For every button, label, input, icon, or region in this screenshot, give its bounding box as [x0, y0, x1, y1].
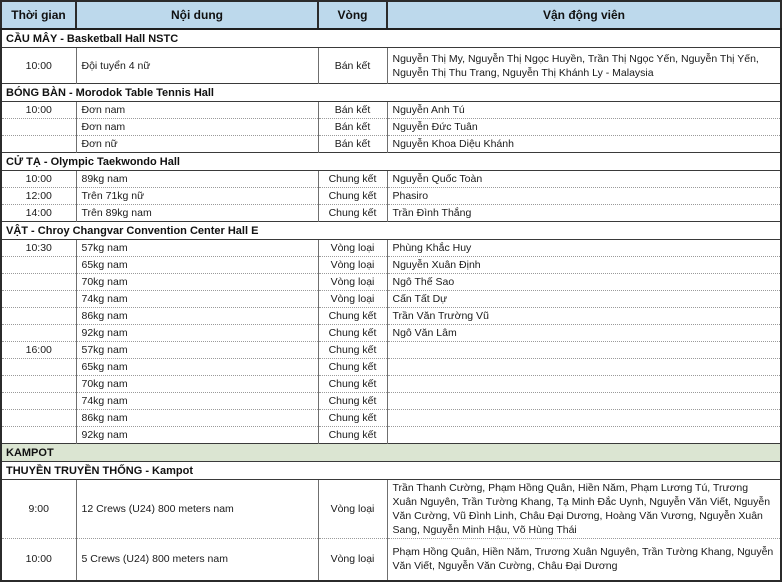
table-row — [1, 410, 781, 427]
sport-section-row — [1, 84, 781, 102]
time-cell: 10:00 — [1, 48, 76, 84]
table-row — [1, 342, 781, 359]
time-cell — [1, 257, 76, 274]
round-cell: Vòng loại — [318, 480, 387, 539]
table-row — [1, 480, 781, 539]
round-cell: Vòng loại — [318, 274, 387, 291]
sport-section-row — [1, 29, 781, 48]
round-cell: Chung kết — [318, 359, 387, 376]
time-cell — [1, 274, 76, 291]
event-cell: 57kg nam — [76, 240, 318, 257]
table-row — [1, 325, 781, 342]
time-cell: 12:00 — [1, 188, 76, 205]
sport-section-row — [1, 222, 781, 240]
round-cell: Chung kết — [318, 410, 387, 427]
time-cell: 10:00 — [1, 102, 76, 119]
event-cell: 70kg nam — [76, 274, 318, 291]
athletes-cell — [387, 359, 781, 376]
time-cell: 10:00 — [1, 539, 76, 581]
table-header — [1, 1, 781, 29]
time-cell: 9:00 — [1, 480, 76, 539]
section-title: CẦU MÂY - Basketball Hall NSTC — [1, 29, 781, 48]
round-cell: Chung kết — [318, 342, 387, 359]
event-cell: Trên 89kg nam — [76, 205, 318, 222]
athletes-cell — [387, 342, 781, 359]
athletes-cell: Phasiro — [387, 188, 781, 205]
time-cell — [1, 308, 76, 325]
sport-section-row — [1, 462, 781, 480]
event-cell: Đơn nam — [76, 119, 318, 136]
table-row — [1, 48, 781, 84]
athletes-cell: Phùng Khắc Huy — [387, 240, 781, 257]
athletes-cell: Phạm Hồng Quân, Hiền Năm, Trương Xuân Nguyên, Trần Tường Khang, Nguyễn Văn Viết, Nguyễn Văn Cường, Châu Đại Dương — [387, 539, 781, 581]
section-title: VẬT - Chroy Changvar Convention Center Hall E — [1, 222, 781, 240]
table-row — [1, 539, 781, 581]
time-cell — [1, 325, 76, 342]
round-cell: Bán kết — [318, 102, 387, 119]
table-row — [1, 188, 781, 205]
time-cell: 16:00 — [1, 342, 76, 359]
table-row — [1, 171, 781, 188]
round-cell: Chung kết — [318, 171, 387, 188]
round-cell: Chung kết — [318, 205, 387, 222]
round-cell: Vòng loại — [318, 257, 387, 274]
round-cell: Bán kết — [318, 119, 387, 136]
section-title: KAMPOT — [1, 444, 781, 462]
round-cell: Chung kết — [318, 188, 387, 205]
event-cell: 65kg nam — [76, 257, 318, 274]
event-cell: 92kg nam — [76, 325, 318, 342]
athletes-cell: Nguyễn Thị My, Nguyễn Thị Ngọc Huyền, Trần Thị Ngọc Yến, Nguyễn Thị Yến, Nguyễn Thị Thu Trang, Nguyễn Thị Khánh Ly - Malaysia — [387, 48, 781, 84]
event-cell: 92kg nam — [76, 427, 318, 444]
col-header-time: Thời gian — [1, 1, 76, 29]
event-cell: 70kg nam — [76, 376, 318, 393]
athletes-cell: Cấn Tất Dự — [387, 291, 781, 308]
athletes-cell: Trần Thanh Cường, Phạm Hồng Quân, Hiền Năm, Phạm Lương Tú, Trương Xuân Nguyên, Trần Tường Khang, Tạ Minh Đắc Uynh, Nguyễn Văn Viết, Nguyễn Văn Cường, Vũ Đình Linh, Châu Đại Dương, Hoàng Văn Vương, Nguyễn Xuân Sang, Nguyễn Minh Hậu, Võ Hùng Thái — [387, 480, 781, 539]
athletes-cell: Ngô Văn Lâm — [387, 325, 781, 342]
time-cell: 10:00 — [1, 171, 76, 188]
athletes-cell: Trần Văn Trường Vũ — [387, 308, 781, 325]
round-cell: Chung kết — [318, 427, 387, 444]
time-cell — [1, 119, 76, 136]
event-cell: 74kg nam — [76, 393, 318, 410]
athletes-cell — [387, 376, 781, 393]
table-row — [1, 308, 781, 325]
time-cell — [1, 136, 76, 153]
round-cell: Chung kết — [318, 376, 387, 393]
athletes-cell: Nguyễn Đức Tuân — [387, 119, 781, 136]
col-header-athletes: Vận động viên — [387, 1, 781, 29]
time-cell — [1, 410, 76, 427]
time-cell: 10:30 — [1, 240, 76, 257]
event-cell: Đơn nữ — [76, 136, 318, 153]
event-cell: 57kg nam — [76, 342, 318, 359]
round-cell: Chung kết — [318, 393, 387, 410]
athletes-cell: Nguyễn Anh Tú — [387, 102, 781, 119]
time-cell — [1, 393, 76, 410]
athletes-cell: Nguyễn Quốc Toàn — [387, 171, 781, 188]
event-cell: Đội tuyển 4 nữ — [76, 48, 318, 84]
athletes-cell — [387, 427, 781, 444]
section-title: CỬ TẠ - Olympic Taekwondo Hall — [1, 153, 781, 171]
section-title: THUYỀN TRUYỀN THỐNG - Kampot — [1, 462, 781, 480]
table-row — [1, 291, 781, 308]
table-row — [1, 205, 781, 222]
event-cell: 86kg nam — [76, 308, 318, 325]
table-row — [1, 257, 781, 274]
table-row — [1, 102, 781, 119]
round-cell: Vòng loại — [318, 539, 387, 581]
event-cell: 12 Crews (U24) 800 meters nam — [76, 480, 318, 539]
round-cell: Bán kết — [318, 136, 387, 153]
round-cell: Vòng loại — [318, 240, 387, 257]
time-cell — [1, 291, 76, 308]
round-cell: Chung kết — [318, 308, 387, 325]
time-cell — [1, 376, 76, 393]
sport-section-row — [1, 153, 781, 171]
event-cell: 5 Crews (U24) 800 meters nam — [76, 539, 318, 581]
table-row — [1, 274, 781, 291]
round-cell: Chung kết — [318, 325, 387, 342]
event-cell: 89kg nam — [76, 171, 318, 188]
section-title: BÓNG BÀN - Morodok Table Tennis Hall — [1, 84, 781, 102]
col-header-round: Vòng — [318, 1, 387, 29]
venue-header-row — [1, 444, 781, 462]
table-row — [1, 119, 781, 136]
table-row — [1, 359, 781, 376]
athletes-cell: Nguyễn Xuân Định — [387, 257, 781, 274]
schedule-body — [1, 29, 781, 581]
athletes-cell: Nguyễn Khoa Diệu Khánh — [387, 136, 781, 153]
event-cell: 65kg nam — [76, 359, 318, 376]
round-cell: Vòng loại — [318, 291, 387, 308]
table-row — [1, 427, 781, 444]
athletes-cell — [387, 393, 781, 410]
table-row — [1, 136, 781, 153]
athletes-cell: Ngô Thế Sao — [387, 274, 781, 291]
table-row — [1, 376, 781, 393]
athletes-cell — [387, 410, 781, 427]
table-row — [1, 393, 781, 410]
header-row — [1, 1, 781, 29]
time-cell — [1, 427, 76, 444]
event-cell: Đơn nam — [76, 102, 318, 119]
athletes-cell: Trần Đình Thắng — [387, 205, 781, 222]
round-cell: Bán kết — [318, 48, 387, 84]
event-cell: Trên 71kg nữ — [76, 188, 318, 205]
table-row — [1, 240, 781, 257]
time-cell: 14:00 — [1, 205, 76, 222]
time-cell — [1, 359, 76, 376]
event-cell: 74kg nam — [76, 291, 318, 308]
col-header-event: Nội dung — [76, 1, 318, 29]
event-cell: 86kg nam — [76, 410, 318, 427]
